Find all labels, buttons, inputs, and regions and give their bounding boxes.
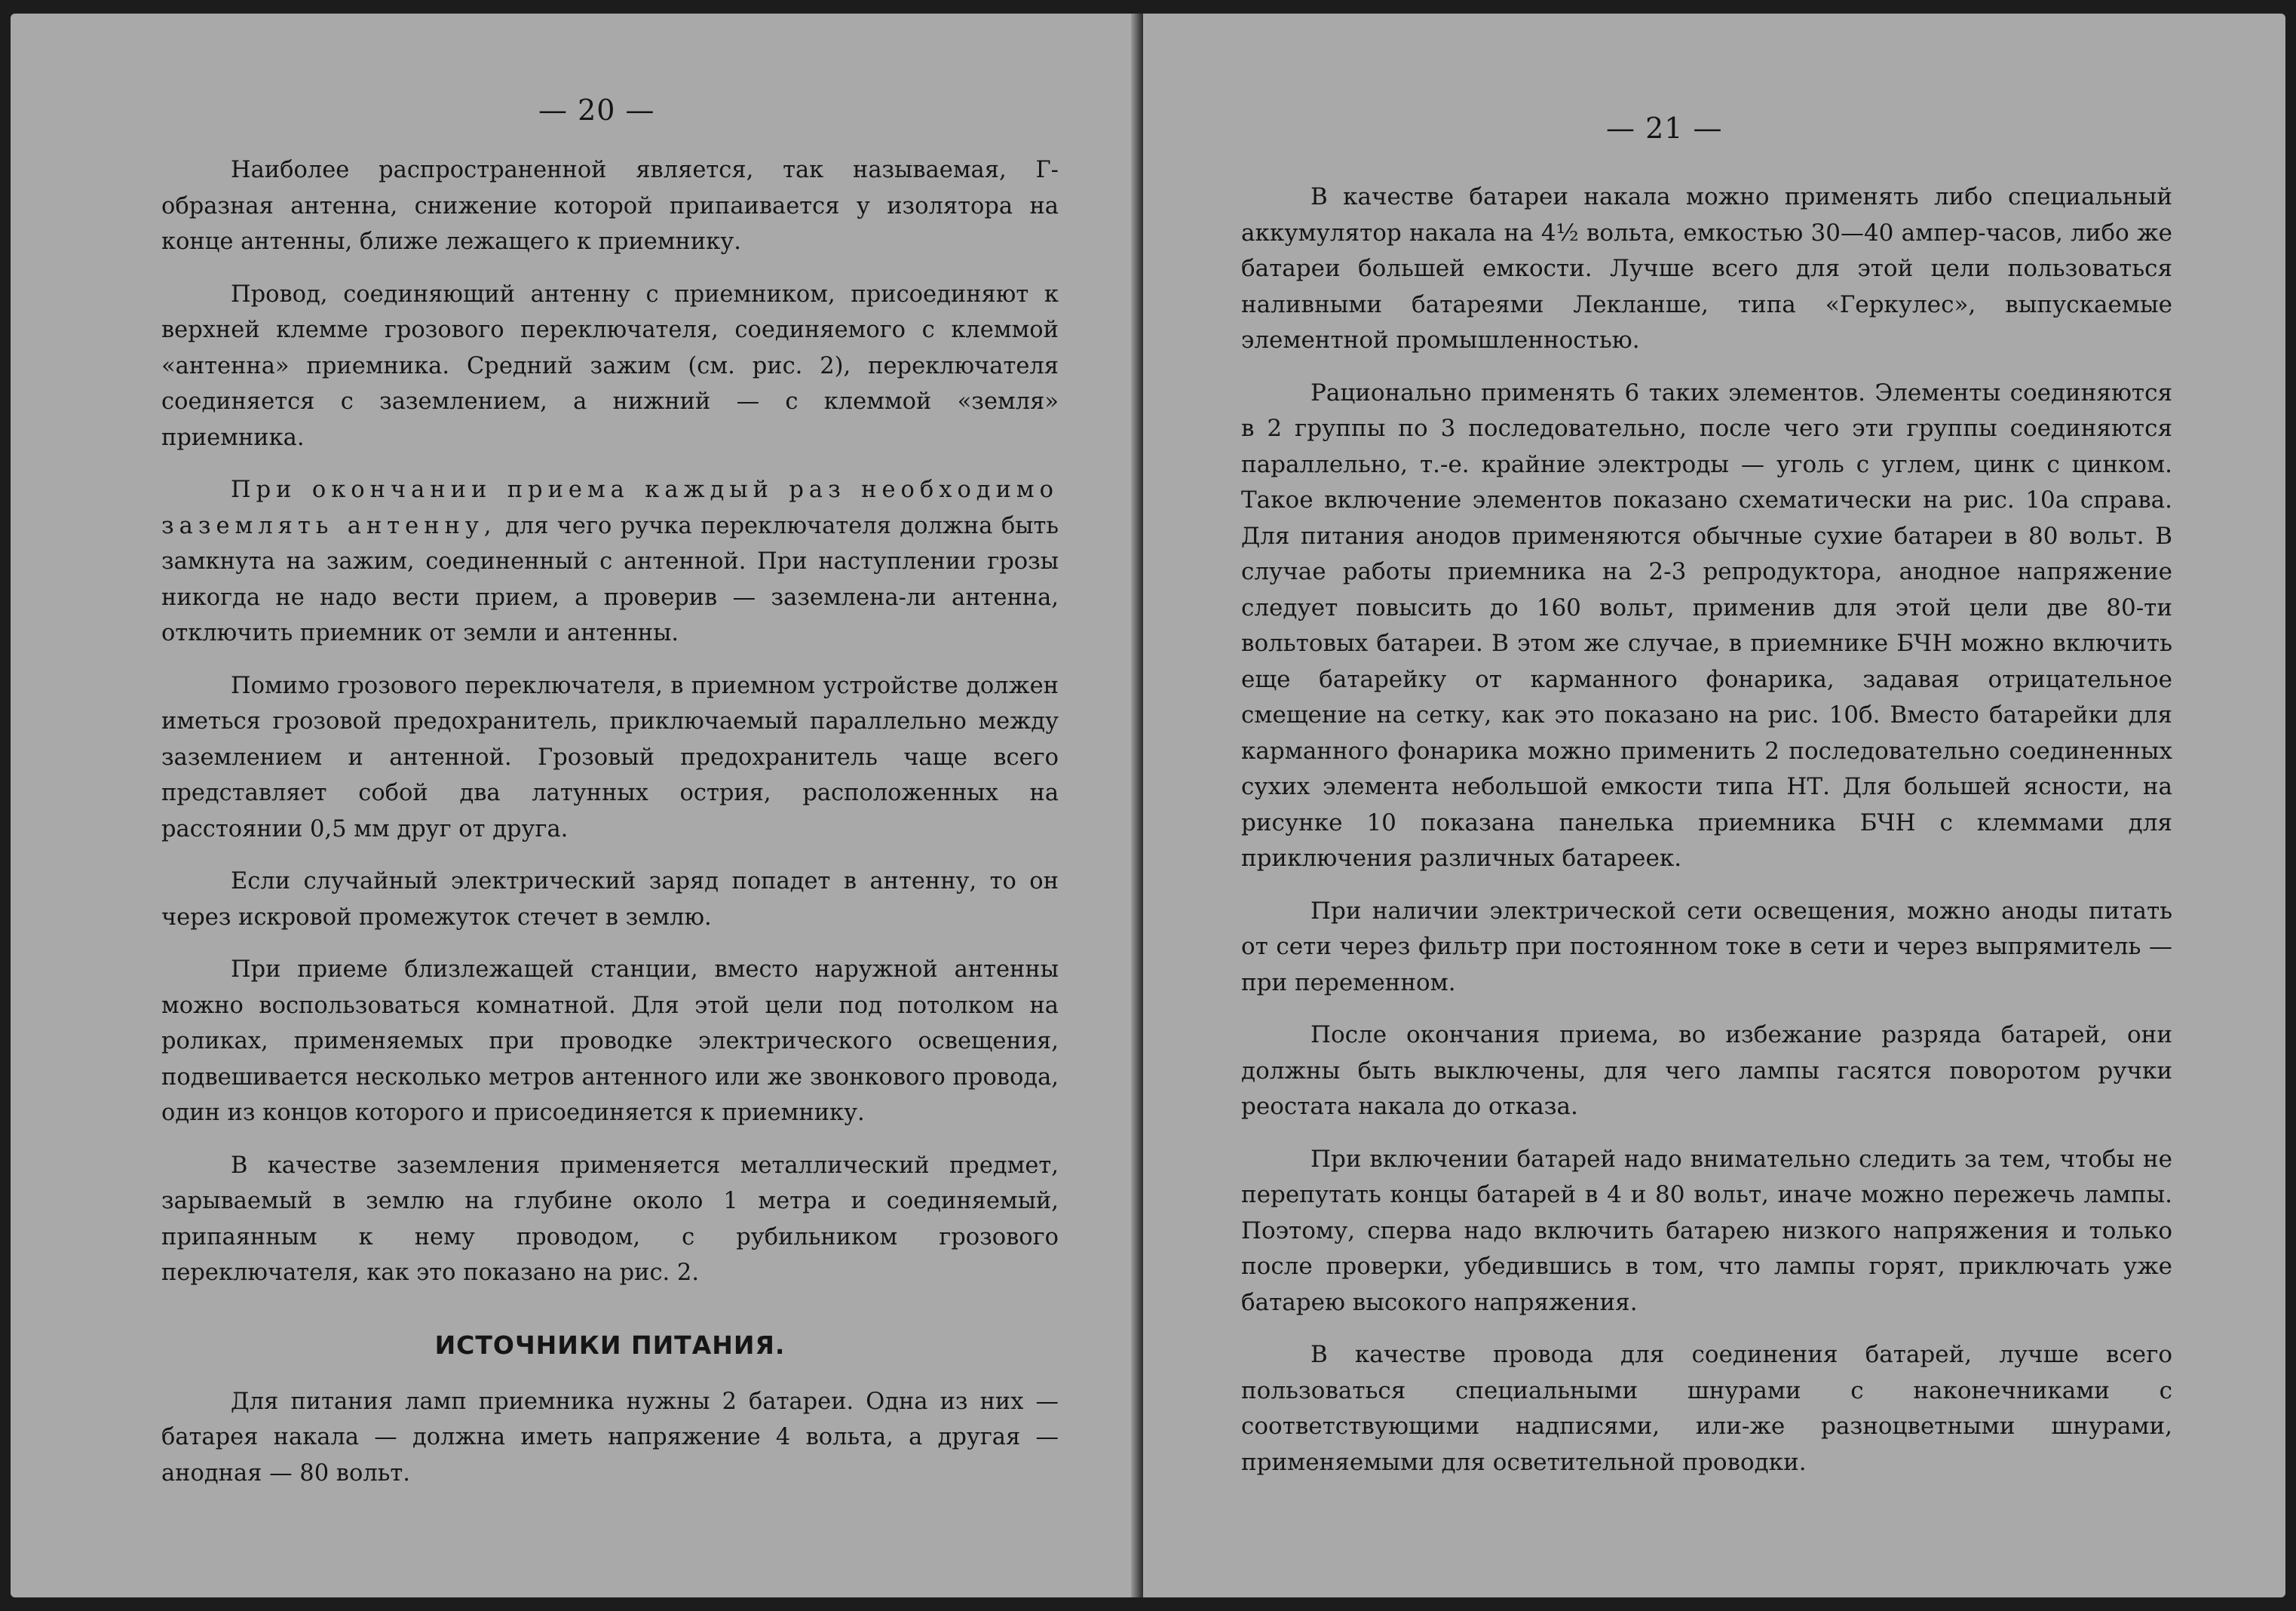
page-number-left: — 20 —: [538, 94, 655, 127]
left-text-column: [161, 152, 1059, 1508]
paragraph: Если случайный электрический заряд попадет в антенну, то он через искровой промежуток стечет в землю.: [161, 868, 1059, 931]
paragraph-emphasis: [161, 472, 1059, 652]
paragraph: При наличии электрической сети освещения, можно аноды питать от сети через фильтр при постоянном токе в сети и через выпрямитель — при переменном.: [1241, 897, 2172, 996]
paragraph: Провод, соединяющий антенну с приемником, присоединяют к верхней клемме грозового переключателя, соединяемого с клеммой «антенна» приемника. Средний зажим (см. рис. 2), переключателя соединяется с заземлением, а нижний — с клеммой «земля» приемника.: [161, 281, 1059, 451]
right-text-column: [1241, 180, 2172, 1497]
paragraph: В качестве батареи накала можно применять либо специальный аккумулятор накала на 4½ вольта, емкостью 30—40 ампер-часов, либо же батареи большей емкости. Лучше всего для этой цели пользоваться наливными батареями Лекланше, типа «Геркулес», выпускаемые элементной промышленностью.: [1241, 183, 2172, 354]
paragraph-rest: для чего ручка переключателя должна быть замкнута на зажим, соединенный с антенной. При наступлении грозы никогда не надо вести прием, а проверив — заземлена-ли антенна, отключить приемник от земли и антенны.: [161, 512, 1059, 646]
paragraph: В качестве заземления применяется металлический предмет, зарываемый в землю на глубине около 1 метра и соединяемый, припаянным к нему проводом, с рубильником грозового переключателя, как это показано на рис. 2.: [161, 1152, 1059, 1286]
paragraph: Рационально применять 6 таких элементов. Элементы соединяются в 2 группы по 3 последовательно, после чего эти группы соединяются параллельно, т.-е. крайние электроды — уголь с углем, цинк с цинком. Такое включение элементов показано схематически на рис. 10а справа. Для питания анодов применяются обычные сухие батареи в 80 вольт. В случае работы приемника на 2-3 репродуктора, анодное напряжение следует повысить до 160 вольт, применив для этой цели две 80-ти вольтовых батареи. В этом же случае, в приемнике БЧН можно включить еще батарейку от карманного фонарика, задавая отрицательное смещение на сетку, как это показано на рис. 10б. Вместо батарейки для карманного фонарика можно применить 2 последовательно соединенных сухих элемента небольшой емкости типа НТ. Для большей ясности, на рисунке 10 показана панелька приемника БЧН с клеммами для приключения различных батареек.: [1241, 379, 2172, 872]
section-heading: ИСТОЧНИКИ ПИТАНИЯ.: [434, 1330, 786, 1360]
left-page: [11, 14, 1142, 1597]
paragraph: В качестве провода для соединения батарей, лучше всего пользоваться специальными шнурами с наконечниками с соответствующими надписями, или-же разноцветными шнурами, применяемыми для осветительной проводки.: [1241, 1341, 2172, 1476]
spaced-emphasis: При окончании приема каждый раз необходимо заземлять антенну,: [161, 477, 1059, 539]
paragraph: При включении батарей надо внимательно следить за тем, чтобы не перепутать концы батарей в 4 и 80 вольт, иначе можно пережечь лампы. Поэтому, сперва надо включить батарею низкого напряжения и только после проверки, убедившись в том, что лампы горят, приключать уже батарею высокого напряжения.: [1241, 1145, 2172, 1316]
paragraph: При приеме близлежащей станции, вместо наружной антенны можно воспользоваться комнатной. Для этой цели под потолком на роликах, применяемых при проводке электрического освещения, подвешивается несколько метров антенного или же звонкового провода, один из концов которого и присоединяется к приемнику.: [161, 956, 1059, 1126]
paragraph: Для питания ламп приемника нужны 2 батареи. Одна из них — батарея накала — должна иметь напряжение 4 вольта, а другая — анодная — 80 вольт.: [161, 1388, 1059, 1487]
right-page: [1143, 14, 2285, 1597]
paragraph: Помимо грозового переключателя, в приемном устройстве должен иметься грозовой предохранитель, приключаемый параллельно между заземлением и антенной. Грозовый предохранитель чаще всего представляет собой два латунных острия, расположенных на расстоянии 0,5 мм друг от друга.: [161, 672, 1059, 842]
paragraph: Наиболее распространенной является, так называемая, Г-образная антенна, снижение которой припаивается у изолятора на конце антенны, ближе лежащего к приемнику.: [161, 157, 1059, 255]
page-number-right: — 21 —: [1606, 112, 1723, 145]
paragraph: После окончания приема, во избежание разряда батарей, они должны быть выключены, для чего лампы гасятся поворотом ручки реостата накала до отказа.: [1241, 1021, 2172, 1120]
